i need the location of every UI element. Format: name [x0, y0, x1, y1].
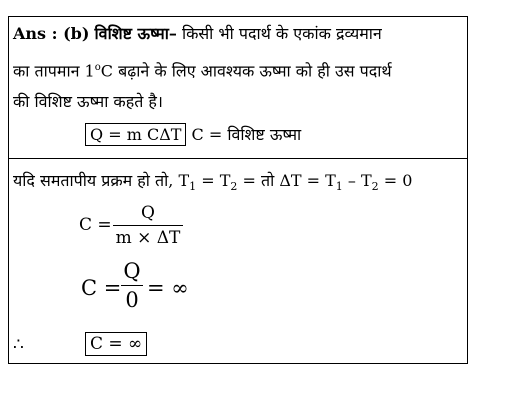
answer-line-1-text: किसी भी पदार्थ के एकांक द्रव्यमान [181, 24, 382, 43]
answer-line-3 [13, 88, 163, 116]
cond-minus: – T [342, 171, 372, 190]
result-box [85, 332, 147, 356]
row-divider [9, 158, 467, 159]
formula-line [85, 121, 301, 149]
formula-box: Q = m CΔT [85, 123, 186, 146]
eq2-fraction-bar [121, 285, 143, 286]
cond-zero: = 0 [378, 171, 413, 190]
eq1-fraction-bar [113, 225, 183, 226]
answer-line-1 [13, 20, 382, 48]
condition-text: यदि समतापीय प्रक्रम हो तो, [13, 171, 174, 190]
answer-line-2-text-b: C बढ़ाने के लिए आवश्यक ऊष्मा को ही उस पदार्थ [100, 61, 392, 81]
eq2-fraction [121, 259, 143, 312]
cond-sub-2: 2 [230, 180, 238, 194]
cond-delta: = तो ΔT = T [237, 171, 336, 190]
therefore-symbol: ∴ [13, 335, 24, 355]
cond-t: T [178, 171, 190, 190]
answer-table [8, 16, 468, 364]
answer-line-2 [13, 54, 392, 85]
eq2-rhs: = ∞ [147, 276, 189, 300]
answer-title: विशिष्ट ऊष्मा– [94, 24, 177, 43]
eq1-denominator: m × ΔT [115, 228, 181, 248]
eq2-lhs: C = [81, 276, 122, 300]
answer-prefix: Ans : (b) [13, 24, 90, 43]
eq1-fraction [113, 203, 183, 248]
eq1-numerator: Q [141, 203, 155, 223]
condition-math [178, 171, 413, 194]
cond-sub-4: 2 [371, 180, 379, 194]
cond-sub-3: 1 [335, 180, 343, 194]
answer-line-3-text: की विशिष्ट ऊष्मा कहते है। [13, 92, 163, 111]
eq2-denominator: 0 [125, 288, 139, 312]
cond-eq-t: = T [196, 171, 231, 190]
formula-note: C = विशिष्ट ऊष्मा [191, 125, 302, 144]
cond-sub-1: 1 [189, 180, 197, 194]
answer-line-2-text-a: का तापमान 1 [13, 61, 95, 81]
eq2-numerator: Q [123, 259, 141, 283]
eq1-lhs: C = [79, 215, 112, 235]
degree-sup: o [94, 62, 101, 73]
result-text: C = ∞ [90, 334, 143, 354]
condition-line [13, 167, 412, 201]
